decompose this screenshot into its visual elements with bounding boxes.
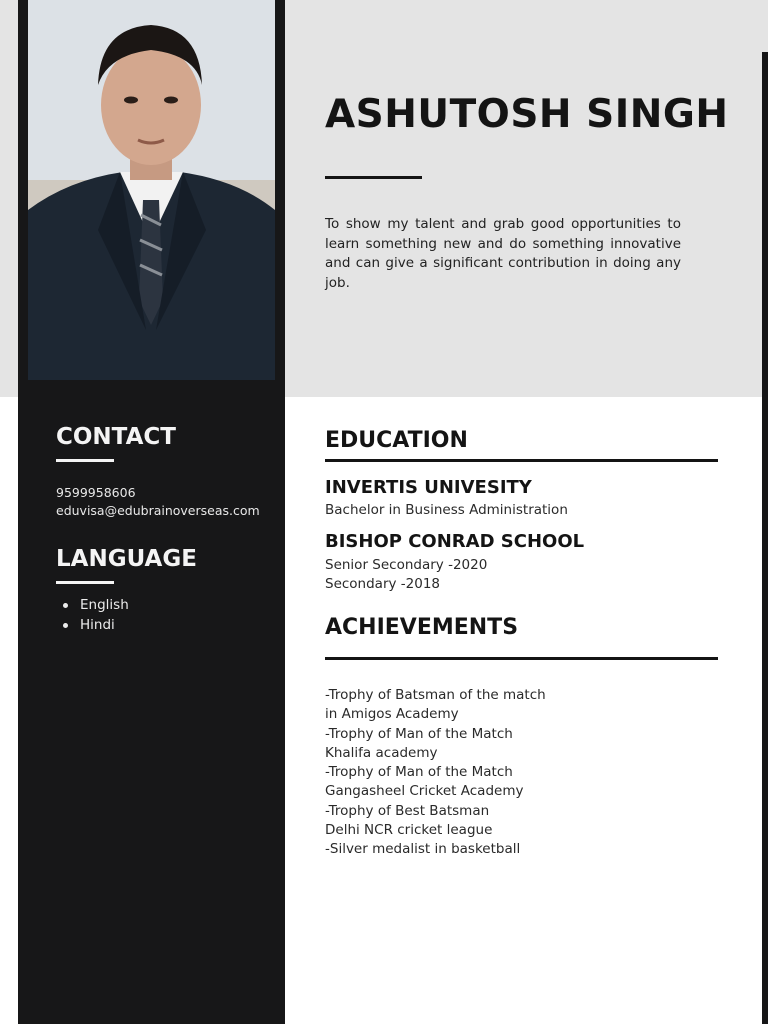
- language-label: English: [80, 597, 129, 613]
- contact-underline: [56, 459, 114, 462]
- contact-phone: 9599958606: [56, 485, 136, 500]
- language-item: [56, 596, 129, 616]
- language-underline: [56, 581, 114, 584]
- profile-photo: [28, 0, 275, 380]
- achievement-line: in Amigos Academy: [325, 706, 459, 723]
- language-item: [56, 616, 129, 636]
- candidate-name: ASHUTOSH SINGH: [325, 92, 729, 137]
- education-detail: Bachelor in Business Administration: [325, 502, 568, 518]
- language-list: [56, 596, 129, 635]
- achievement-line: -Trophy of Batsman of the match: [325, 687, 546, 703]
- education-school: BISHOP CONRAD SCHOOL: [325, 531, 585, 552]
- achievements-underline: [325, 657, 718, 660]
- achievement-line: Khalifa academy: [325, 744, 438, 761]
- education-heading: EDUCATION: [325, 428, 468, 453]
- achievement-line: -Trophy of Best Batsman: [325, 802, 490, 819]
- education-detail: Secondary -2018: [325, 576, 441, 592]
- achievement-line: -Trophy of Man of the Match: [325, 764, 513, 781]
- achievement-line: Gangasheel Cricket Academy: [325, 783, 524, 800]
- achievements-heading: ACHIEVEMENTS: [325, 615, 519, 640]
- achievement-line: -Silver medalist in basketball: [325, 841, 521, 858]
- contact-heading: CONTACT: [56, 424, 176, 450]
- education-school: INVERTIS UNIVESITY: [325, 477, 532, 498]
- contact-email: eduvisa@edubrainoverseas.com: [56, 503, 260, 518]
- name-underline: [325, 176, 422, 179]
- education-detail: Senior Secondary -2020: [325, 557, 488, 573]
- achievement-line: -Trophy of Man of the Match: [325, 725, 513, 742]
- education-underline: [325, 459, 718, 462]
- career-objective: To show my talent and grab good opportunities to learn something new and do something innovative and can give a significant contribution in doing any job.: [325, 216, 681, 291]
- language-heading: LANGUAGE: [56, 546, 197, 572]
- profile-photo-illustration: [28, 0, 275, 380]
- page-edge-border: [762, 52, 768, 1024]
- achievements-list: [325, 686, 546, 860]
- bullet-icon: [63, 623, 68, 628]
- language-label: Hindi: [80, 616, 115, 633]
- achievement-line: Delhi NCR cricket league: [325, 822, 493, 839]
- bullet-icon: [63, 603, 68, 608]
